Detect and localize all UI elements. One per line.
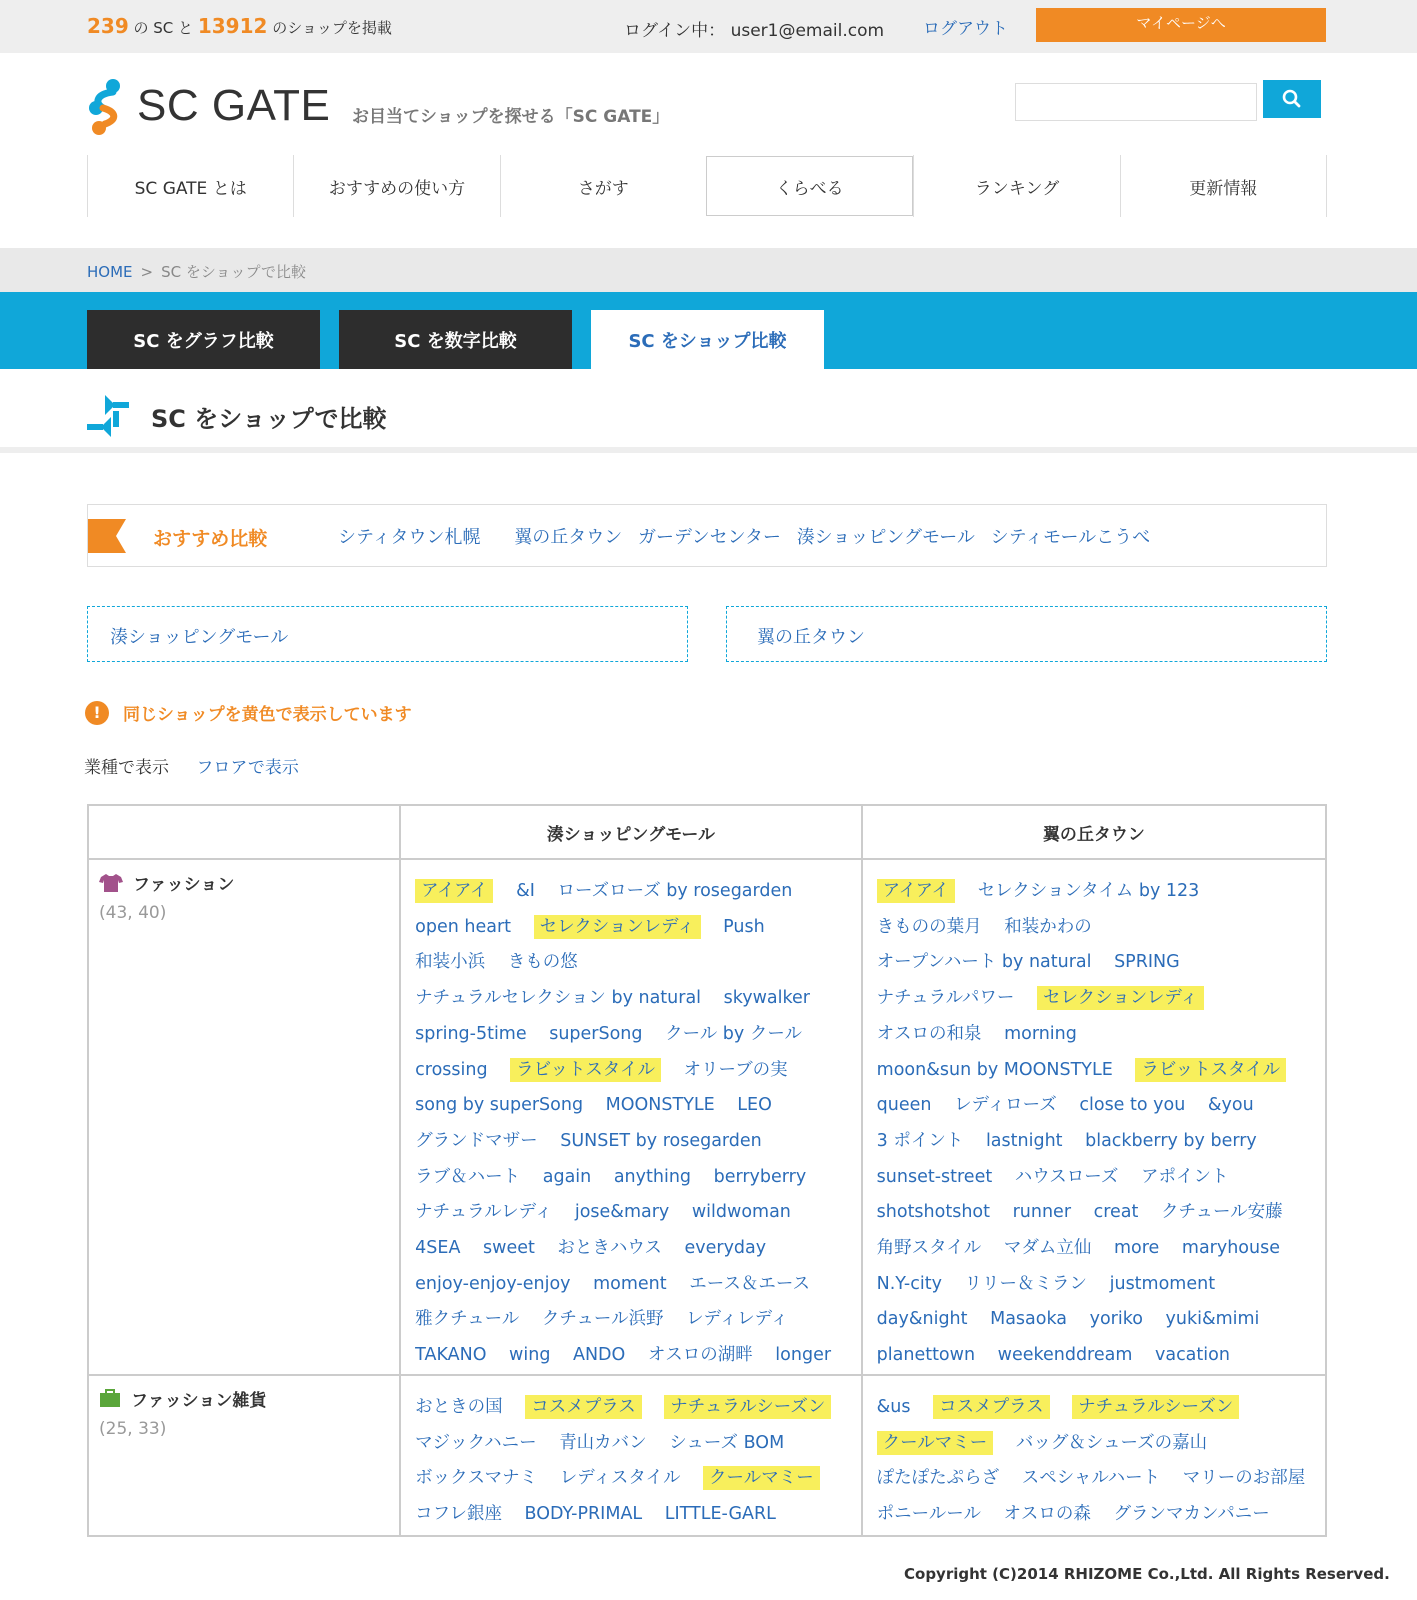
sc-count-label: の SC と: [128, 19, 198, 37]
sc-selector-left[interactable]: 湊ショッピングモール: [87, 606, 688, 662]
shop-link[interactable]: close to you: [1079, 1095, 1186, 1116]
shop-link[interactable]: superSong: [549, 1023, 643, 1044]
recommended-link[interactable]: 湊ショッピングモール: [796, 527, 975, 548]
shop-link[interactable]: クール by クール: [665, 1023, 802, 1044]
shop-count: 13912: [197, 14, 268, 38]
tab-number-compare[interactable]: SC を数字比較: [339, 310, 572, 369]
shared-shop-link[interactable]: セレクションレディ: [534, 915, 701, 939]
shop-link[interactable]: yoriko: [1089, 1309, 1143, 1330]
view-mode-switch: [84, 753, 299, 778]
shop-link[interactable]: vacation: [1154, 1345, 1230, 1366]
shop-link[interactable]: コフレ銀座: [415, 1503, 502, 1524]
highlight-notice: [85, 700, 412, 725]
page-title: SC をショップで比較: [151, 405, 387, 433]
shop-link[interactable]: N.Y-city: [876, 1273, 942, 1294]
shop-link[interactable]: skywalker: [723, 988, 810, 1009]
shop-link[interactable]: SUNSET by rosegarden: [560, 1130, 762, 1151]
shop-link[interactable]: ナチュラルセレクション by natural: [415, 988, 702, 1009]
shop-link[interactable]: バッグ＆シューズの嘉山: [1015, 1432, 1208, 1453]
recommended-link[interactable]: ガーデンセンター: [638, 527, 781, 548]
bag-icon: [99, 1388, 121, 1408]
shop-link[interactable]: 3 ポイント: [876, 1130, 964, 1151]
top-bar: [0, 0, 1417, 53]
shop-link[interactable]: jose&mary: [574, 1202, 670, 1223]
search-button[interactable]: [1263, 80, 1321, 118]
category-cell: [88, 859, 400, 1375]
shop-link[interactable]: yuki&mimi: [1165, 1309, 1260, 1330]
shop-link[interactable]: 角野スタイル: [876, 1238, 982, 1259]
shop-link[interactable]: LEO: [737, 1095, 772, 1116]
shop-link[interactable]: 和装かわの: [1004, 916, 1092, 937]
shared-shop-link[interactable]: クールマミー: [703, 1466, 820, 1490]
shop-link[interactable]: レディレディ: [686, 1309, 789, 1330]
main-nav: [87, 155, 1327, 217]
shop-link[interactable]: blackberry by berry: [1085, 1130, 1257, 1151]
shared-shop-link[interactable]: アイアイ: [877, 879, 955, 903]
shared-shop-link[interactable]: コスメプラス: [933, 1395, 1049, 1419]
shop-link[interactable]: ポニールール: [876, 1503, 981, 1524]
shop-link[interactable]: ナチュラルパワー: [876, 988, 1015, 1009]
shop-link[interactable]: again: [542, 1166, 592, 1187]
shop-link[interactable]: 青山カバン: [559, 1432, 647, 1453]
shop-link[interactable]: ハウスローズ: [1014, 1166, 1119, 1187]
shop-link[interactable]: エース＆エース: [689, 1273, 810, 1294]
shop-list-right: [862, 1375, 1326, 1536]
shop-link[interactable]: オスロの和泉: [876, 1023, 982, 1044]
shared-shop-link[interactable]: ナチュラルシーズン: [664, 1395, 831, 1419]
mypage-button[interactable]: マイページへ: [1036, 8, 1326, 42]
category-label: ファッション: [133, 875, 235, 895]
search-input[interactable]: [1015, 83, 1257, 121]
shop-link[interactable]: レディローズ: [954, 1095, 1057, 1116]
shop-link[interactable]: shotshotshot: [876, 1202, 990, 1223]
shop-link[interactable]: creat: [1093, 1202, 1139, 1223]
shop-link[interactable]: Masaoka: [990, 1309, 1068, 1330]
shop-list-left: [400, 1375, 862, 1536]
shop-link[interactable]: マダム立仙: [1003, 1238, 1092, 1259]
shop-link[interactable]: weekenddream: [997, 1345, 1133, 1366]
nav-item-about[interactable]: SC GATE とは: [87, 155, 293, 217]
shop-link[interactable]: &I: [516, 881, 535, 901]
shop-link[interactable]: シューズ BOM: [669, 1432, 785, 1453]
logo-text: SC GATE: [137, 81, 331, 130]
shop-link[interactable]: sunset-street: [876, 1166, 993, 1187]
shop-link[interactable]: queen: [876, 1095, 932, 1116]
shop-link[interactable]: アポイント: [1140, 1166, 1229, 1187]
breadcrumb-home[interactable]: HOME: [87, 263, 133, 281]
shop-link[interactable]: ボックスマナミ: [415, 1468, 538, 1489]
site-tagline: お目当てショップを探せる「SC GATE」: [352, 107, 670, 127]
shop-link[interactable]: MOONSTYLE: [605, 1095, 715, 1116]
sc-selector-right[interactable]: 翼の丘タウン: [726, 606, 1327, 662]
category-name: [99, 870, 389, 895]
nav-item-howto[interactable]: おすすめの使い方: [293, 155, 499, 217]
shop-link[interactable]: リリー＆ミラン: [964, 1273, 1088, 1294]
shop-link[interactable]: LITTLE-GARL: [664, 1503, 776, 1524]
search-icon: [1263, 80, 1321, 118]
shop-link[interactable]: おときの国: [415, 1396, 503, 1417]
compare-arrows-icon: [85, 393, 131, 439]
shop-link[interactable]: 4SEA: [415, 1238, 461, 1259]
shop-link[interactable]: &you: [1207, 1095, 1254, 1116]
shop-link[interactable]: planettown: [876, 1345, 976, 1366]
shop-link[interactable]: justmoment: [1109, 1273, 1216, 1294]
category-cell: [88, 1375, 400, 1536]
shop-link[interactable]: オリーブの実: [683, 1059, 788, 1080]
shop-link[interactable]: &us: [876, 1396, 911, 1417]
shop-link[interactable]: enjoy-enjoy-enjoy: [415, 1273, 571, 1294]
shop-link[interactable]: anything: [613, 1166, 692, 1187]
shop-list-right: [862, 859, 1326, 1375]
copyright: Copyright (C)2014 RHIZOME Co.,Ltd. All Rights Reserved.: [904, 1565, 1390, 1583]
flag-icon: [88, 519, 126, 553]
shop-link[interactable]: オスロの湖畔: [647, 1345, 753, 1366]
shop-link[interactable]: ANDO: [573, 1345, 626, 1366]
shop-link[interactable]: TAKANO: [415, 1345, 487, 1366]
recommended-link[interactable]: 翼の丘タウン: [514, 527, 623, 548]
recommended-link[interactable]: シティタウン札幌: [338, 527, 481, 548]
shop-count-label: のショップを掲載: [267, 19, 392, 37]
logout-link[interactable]: ログアウト: [923, 19, 1008, 39]
shared-shop-link[interactable]: クールマミー: [877, 1431, 994, 1455]
login-label: ログイン中：: [624, 21, 726, 41]
shop-link[interactable]: マリーのお部屋: [1182, 1468, 1306, 1489]
shop-link[interactable]: wildwoman: [691, 1202, 791, 1223]
shop-link[interactable]: グランドマザー: [415, 1130, 538, 1151]
table-header-empty: [88, 805, 400, 859]
shop-link[interactable]: sweet: [483, 1238, 535, 1259]
shop-compare-table: [87, 804, 1327, 1537]
shared-shop-link[interactable]: ラビットスタイル: [1135, 1058, 1286, 1082]
tab-shop-compare[interactable]: SC をショップ比較: [591, 310, 824, 369]
sc-count: 239: [87, 14, 129, 38]
shop-link[interactable]: moon&sun by MOONSTYLE: [876, 1059, 1113, 1080]
table-header-left: 湊ショッピングモール: [400, 805, 862, 859]
shirt-icon: [99, 873, 123, 893]
shop-link[interactable]: きもの悠: [507, 952, 578, 973]
shop-link[interactable]: longer: [775, 1345, 832, 1366]
shop-link[interactable]: おときハウス: [557, 1238, 662, 1259]
shop-link[interactable]: more: [1113, 1238, 1160, 1259]
site-stats: [87, 14, 392, 38]
shared-shop-link[interactable]: ナチュラルシーズン: [1072, 1395, 1239, 1419]
recommended-compare: [87, 504, 1327, 567]
shop-link[interactable]: ぽたぽたぷらざ: [876, 1468, 1000, 1489]
nav-item-search[interactable]: さがす: [500, 155, 706, 217]
table-header-right: 翼の丘タウン: [862, 805, 1326, 859]
login-status: [624, 16, 884, 41]
shop-link[interactable]: maryhouse: [1181, 1238, 1280, 1259]
nav-item-compare[interactable]: くらべる: [706, 156, 913, 216]
shop-link[interactable]: きものの葉月: [876, 916, 982, 937]
category-name: [99, 1386, 389, 1411]
shop-link[interactable]: wing: [509, 1345, 551, 1366]
shop-link[interactable]: everyday: [684, 1238, 767, 1259]
breadcrumb-bar: [0, 248, 1417, 292]
category-label: ファッション雑貨: [131, 1390, 267, 1411]
shared-shop-link[interactable]: アイアイ: [415, 879, 493, 903]
shop-list-left: [400, 859, 862, 1375]
view-by-floor-link[interactable]: フロアで表示: [196, 758, 299, 778]
alert-icon: !: [85, 701, 109, 725]
shop-link[interactable]: berryberry: [713, 1166, 807, 1187]
shop-link[interactable]: ローズローズ by rosegarden: [557, 881, 793, 901]
table-row: [88, 859, 1326, 1375]
shared-shop-link[interactable]: セレクションレディ: [1037, 986, 1204, 1010]
shared-shop-link[interactable]: コスメプラス: [525, 1395, 641, 1419]
table-row: [88, 1375, 1326, 1536]
shop-link[interactable]: spring-5time: [415, 1023, 527, 1044]
recommended-label: おすすめ比較: [153, 528, 268, 550]
nav-item-ranking[interactable]: ランキング: [913, 155, 1119, 217]
shop-link[interactable]: Push: [723, 916, 765, 937]
shop-link[interactable]: moment: [593, 1273, 667, 1294]
logo-mark-icon: [87, 78, 123, 136]
recommended-link[interactable]: シティモールこうべ: [990, 527, 1151, 548]
category-count: (43, 40): [99, 903, 167, 923]
view-by-industry: 業種で表示: [84, 758, 169, 778]
shop-link[interactable]: オスロの森: [1003, 1503, 1091, 1524]
shop-link[interactable]: open heart: [415, 916, 512, 937]
category-count: (25, 33): [99, 1418, 167, 1439]
shop-link[interactable]: runner: [1012, 1202, 1072, 1223]
shop-link[interactable]: クチュール浜野: [541, 1309, 664, 1330]
shop-link[interactable]: crossing: [415, 1059, 488, 1080]
compare-tab-band: [0, 292, 1417, 369]
login-user: user1@email.com: [730, 21, 885, 41]
breadcrumb-current: SC をショップで比較: [161, 263, 307, 281]
tab-graph-compare[interactable]: SC をグラフ比較: [87, 310, 320, 369]
shop-link[interactable]: レディスタイル: [559, 1468, 681, 1489]
shop-link[interactable]: song by superSong: [415, 1095, 584, 1116]
breadcrumb-separator: >: [140, 263, 154, 281]
shop-link[interactable]: 和装小浜: [415, 952, 486, 973]
shop-link[interactable]: オープンハート by natural: [876, 952, 1092, 973]
shop-link[interactable]: マジックハニー: [415, 1432, 537, 1453]
shop-link[interactable]: セレクションタイム by 123: [977, 881, 1200, 901]
shop-link[interactable]: ラブ＆ハート: [415, 1166, 521, 1187]
breadcrumb: [87, 261, 306, 282]
shop-link[interactable]: lastnight: [985, 1130, 1063, 1151]
shop-link[interactable]: 雅クチュール: [415, 1309, 520, 1330]
site-logo[interactable]: [87, 78, 331, 138]
shop-link[interactable]: クチュール安藤: [1160, 1202, 1283, 1223]
shop-link[interactable]: BODY-PRIMAL: [524, 1503, 643, 1524]
recommended-links: [338, 523, 1160, 549]
nav-item-updates[interactable]: 更新情報: [1120, 155, 1327, 217]
shared-shop-link[interactable]: ラビットスタイル: [510, 1058, 661, 1082]
shop-link[interactable]: ナチュラルレディ: [415, 1202, 553, 1223]
page-heading: [0, 369, 1417, 453]
shop-link[interactable]: day&night: [876, 1309, 968, 1330]
shop-link[interactable]: スペシャルハート: [1021, 1468, 1161, 1489]
notice-text: 同じショップを黄色で表示しています: [123, 705, 412, 725]
shop-link[interactable]: SPRING: [1114, 952, 1180, 973]
shop-link[interactable]: グランマカンパニー: [1113, 1503, 1270, 1524]
shop-link[interactable]: morning: [1004, 1023, 1077, 1044]
